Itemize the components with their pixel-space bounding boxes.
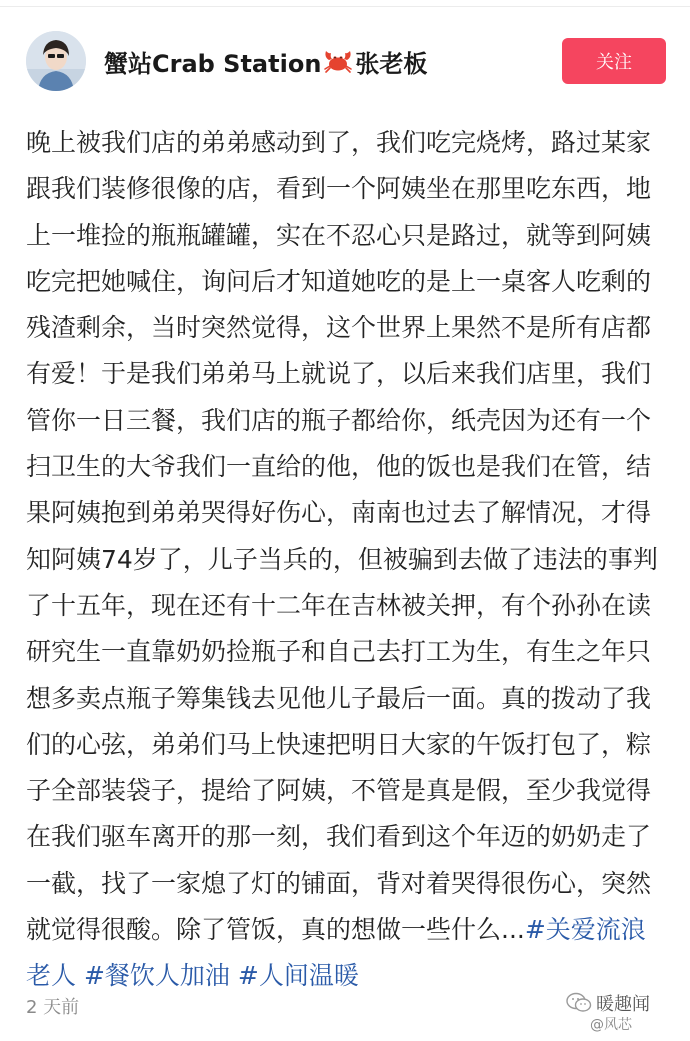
- post-body: [26, 120, 666, 1000]
- crab-emoji-icon: [323, 47, 353, 75]
- watermark-handle: @风芯: [590, 1017, 632, 1033]
- author-name[interactable]: [104, 44, 427, 79]
- post-text: 晚上被我们店的弟弟感动到了，我们吃完烧烤，路过某家跟我们装修很像的店，看到一个阿姨坐在那里吃东西，地上一堆捡的瓶瓶罐罐，实在不忍心只是路过，就等到阿姨吃完把她喊住，询问后才知道她吃的是上一桌客人吃剩的残渣剩余，当时突然觉得，这个世界上果然不是所有店都有爱！于是我们弟弟马上就说了，以后来我们店里，我们管你一日三餐，我们店的瓶子都给你，纸壳因为还有一个扫卫生的大爷我们一直给的他，他的饭也是我们在管，结果阿姨抱到弟弟哭得好伤心，南南也过去了解情况，才得知阿姨74岁了，儿子当兵的，但被骗到去做了违法的事判了十五年，现在还有十二年在吉林被关押，有个孙孙在读研究生一直靠奶奶捡瓶子和自己去打工为生，有生之年只想多卖点瓶子筹集钱去见他儿子最后一面。真的拨动了我们的心弦，弟弟们马上快速把明日大家的午饭打包了，粽子全部装袋子，提给了阿姨，不管是真是假，至少我觉得在我们驱车离开的那一刻，我们看到这个年迈的奶奶走了一截，找了一家熄了灯的铺面，背对着哭得很伤心，突然就觉得很酸。除了管饭，真的想做一些什么...: [26, 128, 658, 945]
- wechat-icon: [566, 992, 592, 1014]
- hashtag-link[interactable]: #人间温暖: [237, 961, 359, 991]
- avatar[interactable]: [26, 31, 86, 91]
- hashtag-link[interactable]: #餐饮人加油: [83, 961, 230, 991]
- author-suffix: 张老板: [355, 49, 428, 78]
- author-prefix: 蟹站Crab Station: [104, 49, 322, 78]
- watermark-name: 暖趣闻: [596, 994, 650, 1015]
- watermark: [566, 990, 676, 1036]
- post-header: [26, 28, 666, 94]
- post-timestamp: 2 天前: [26, 997, 80, 1018]
- hashtag-link[interactable]: #关爱流浪老人: [26, 915, 646, 991]
- user-avatar-icon: [26, 31, 86, 91]
- top-divider: [0, 6, 690, 7]
- follow-button[interactable]: 关注: [562, 38, 666, 84]
